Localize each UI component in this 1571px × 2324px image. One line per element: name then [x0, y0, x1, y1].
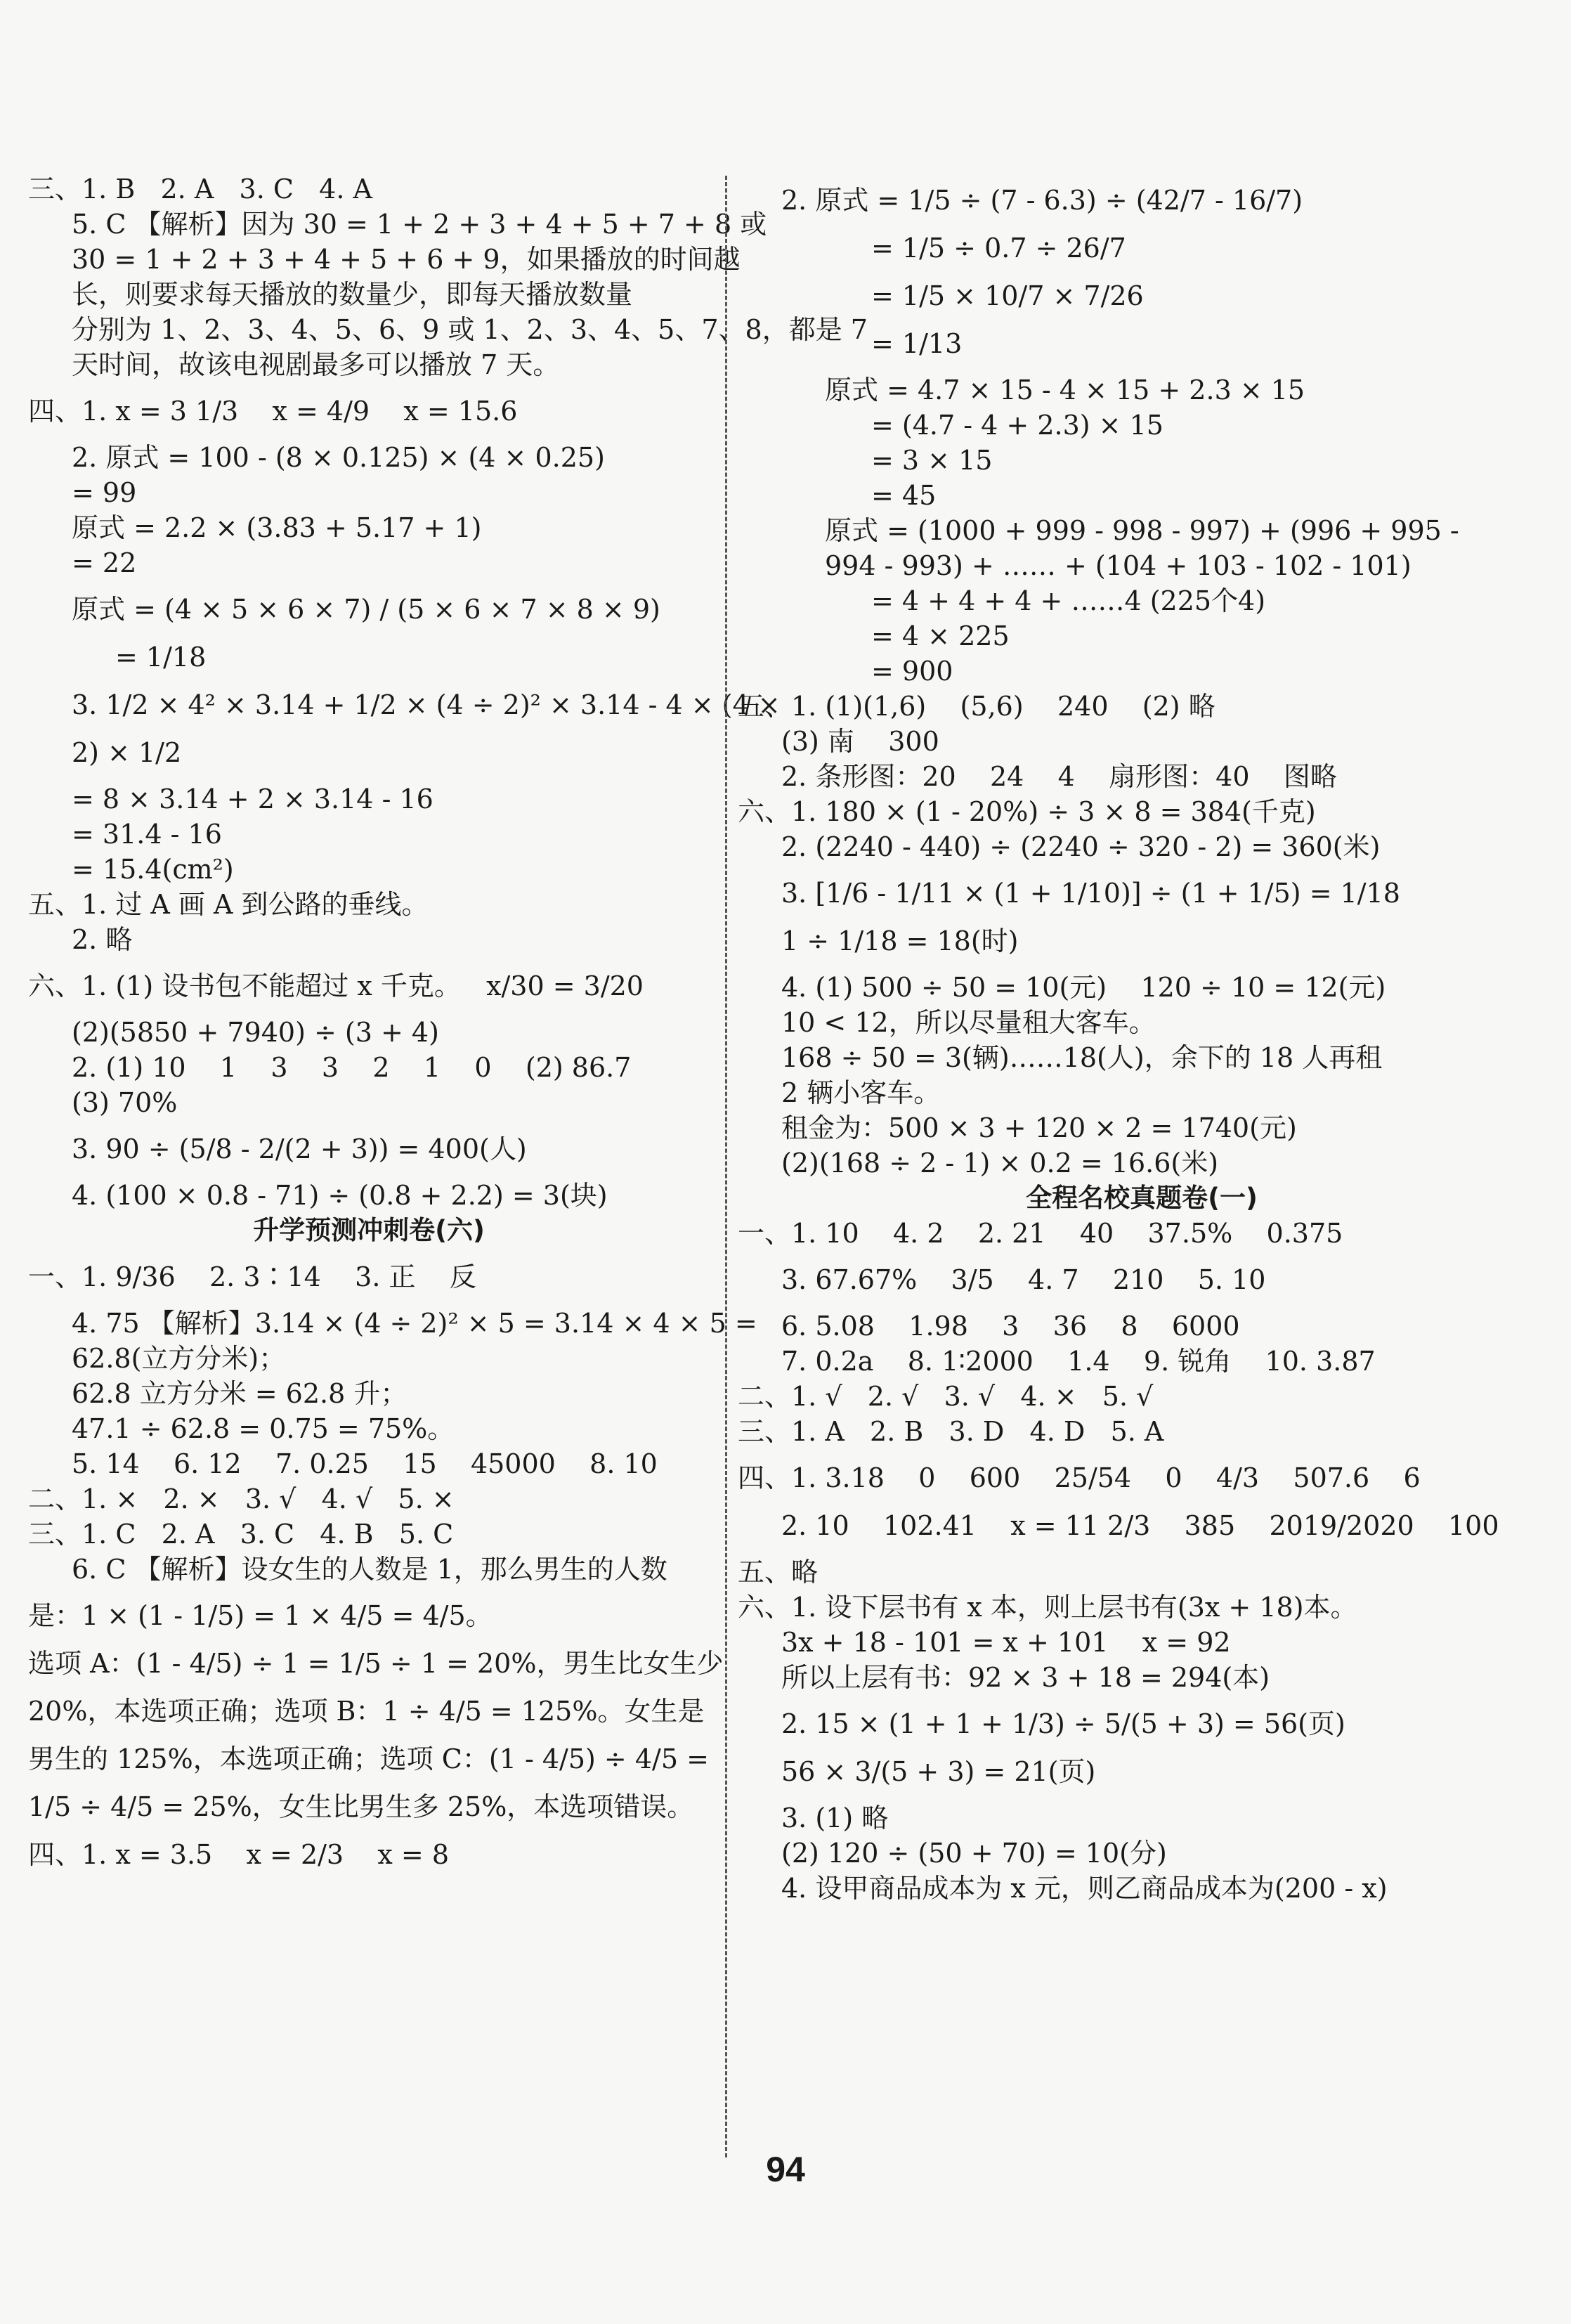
answer-line: 2. (1) 10 1 3 3 2 1 0 (2) 86.7 — [72, 1052, 632, 1083]
answer-line: 四、1. x = 3 1/3 x = 4/9 x = 15.6 — [28, 396, 518, 427]
answer-line: = 1/5 ÷ 0.7 ÷ 26/7 — [871, 233, 1126, 264]
answer-line: 2. 略 — [72, 924, 133, 955]
answer-line: 7. 0.2a 8. 1∶2000 1.4 9. 锐角 10. 3.87 — [781, 1346, 1376, 1377]
answer-line: 56 × 3/(5 + 3) = 21(页) — [781, 1756, 1096, 1787]
answer-line: 原式 = 4.7 × 15 - 4 × 15 + 2.3 × 15 — [825, 375, 1305, 405]
answer-line: (2) 120 ÷ (50 + 70) = 10(分) — [781, 1838, 1167, 1869]
answer-line: 租金为：500 × 3 + 120 × 2 = 1740(元) — [781, 1112, 1297, 1143]
answer-line: = 1/5 × 10/7 × 7/26 — [871, 280, 1144, 311]
answer-line: 2. 原式 = 100 - (8 × 0.125) × (4 × 0.25) — [72, 442, 605, 473]
answer-line: 三、1. B 2. A 3. C 4. A — [28, 174, 372, 205]
section-heading: 全程名校真题卷(一) — [1026, 1183, 1258, 1213]
answer-line: = 99 — [72, 477, 137, 508]
answer-line: = 15.4(cm²) — [72, 854, 234, 885]
answer-line: 4. (100 × 0.8 - 71) ÷ (0.8 + 2.2) = 3(块) — [72, 1180, 608, 1211]
answer-line: 6. C 【解析】设女生的人数是 1，那么男生的人数 — [72, 1554, 667, 1585]
answer-line: 长，则要求每天播放的数量少，即每天播放数量 — [72, 279, 633, 310]
answer-line: 2. 15 × (1 + 1 + 1/3) ÷ 5/(5 + 3) = 56(页) — [781, 1708, 1345, 1739]
answer-line: 3. 90 ÷ (5/8 - 2/(2 + 3)) = 400(人) — [72, 1134, 527, 1164]
answer-line: 选项 A：(1 - 4/5) ÷ 1 = 1/5 ÷ 1 = 20%，男生比女生少 — [28, 1648, 724, 1679]
answer-line: = 45 — [871, 480, 937, 511]
answer-line: 2) × 1/2 — [72, 737, 182, 768]
answer-line: 1/5 ÷ 4/5 = 25%，女生比男生多 25%，本选项错误。 — [28, 1791, 694, 1822]
answer-line: 47.1 ÷ 62.8 = 0.75 = 75%。 — [72, 1413, 455, 1444]
answer-line: = 8 × 3.14 + 2 × 3.14 - 16 — [72, 784, 434, 814]
answer-line: 四、1. 3.18 0 600 25/54 0 4/3 507.6 6 — [738, 1462, 1421, 1493]
right-column — [738, 171, 1546, 1906]
answer-line: 2. 条形图：20 24 4 扇形图：40 图略 — [781, 761, 1337, 792]
answer-line: 5. C 【解析】因为 30 = 1 + 2 + 3 + 4 + 5 + 7 + 8 或 — [72, 209, 767, 240]
answer-line: 994 - 993) + …… + (104 + 103 - 102 - 101) — [825, 550, 1412, 581]
answer-line: (3) 70% — [72, 1087, 178, 1118]
answer-line: 所以上层有书：92 × 3 + 18 = 294(本) — [781, 1662, 1270, 1693]
answer-line: 一、1. 10 4. 2 2. 21 40 37.5% 0.375 — [738, 1218, 1343, 1249]
answer-line: 20%，本选项正确；选项 B：1 ÷ 4/5 = 125%。女生是 — [28, 1696, 705, 1727]
answer-line: 原式 = (4 × 5 × 6 × 7) / (5 × 6 × 7 × 8 × 9) — [72, 594, 660, 625]
answer-line: 四、1. x = 3.5 x = 2/3 x = 8 — [28, 1839, 450, 1870]
answer-line: (2)(5850 + 7940) ÷ (3 + 4) — [72, 1017, 439, 1048]
answer-line: 六、1. 180 × (1 - 20%) ÷ 3 × 8 = 384(千克) — [738, 796, 1316, 827]
answer-line: = 4 × 225 — [871, 621, 1010, 651]
answer-line: 4. (1) 500 ÷ 50 = 10(元) 120 ÷ 10 = 12(元) — [781, 972, 1386, 1003]
answer-line: 六、1. (1) 设书包不能超过 x 千克。 x/30 = 3/20 — [28, 971, 644, 1001]
answer-line: 4. 75 【解析】3.14 × (4 ÷ 2)² × 5 = 3.14 × 4 × 5 = — [72, 1308, 757, 1339]
answer-line: 天时间，故该电视剧最多可以播放 7 天。 — [72, 349, 560, 380]
answer-line: 6. 5.08 1.98 3 36 8 6000 — [781, 1311, 1240, 1342]
answer-line: = 1/13 — [871, 328, 963, 359]
answer-line: = 900 — [871, 656, 953, 687]
answer-line: 62.8(立方分米)； — [72, 1343, 286, 1374]
answer-line: 男生的 125%，本选项正确；选项 C：(1 - 4/5) ÷ 4/5 = — [28, 1744, 709, 1774]
answer-line: = 4 + 4 + 4 + ……4 (225个4) — [871, 585, 1266, 616]
answer-line: 三、1. A 2. B 3. D 4. D 5. A — [738, 1416, 1164, 1447]
column-divider — [725, 176, 727, 2157]
answer-line: 1 ÷ 1/18 = 18(时) — [781, 926, 1019, 956]
answer-line: 五、1. 过 A 画 A 到公路的垂线。 — [28, 889, 429, 920]
answer-line: 3x + 18 - 101 = x + 101 x = 92 — [781, 1627, 1231, 1658]
answer-line: = 31.4 - 16 — [72, 819, 222, 850]
answer-line: 3. 67.67% 3/5 4. 7 210 5. 10 — [781, 1264, 1266, 1295]
answer-line: 分别为 1、2、3、4、5、6、9 或 1、2、3、4、5、7、8，都是 7 — [72, 314, 868, 345]
answer-line: 3. (1) 略 — [781, 1803, 889, 1833]
answer-line: 10 < 12，所以尽量租大客车。 — [781, 1007, 1156, 1038]
answer-line: 3. 1/2 × 4² × 3.14 + 1/2 × (4 ÷ 2)² × 3.14 - 4 × (4 × — [72, 689, 781, 720]
answer-line: 30 = 1 + 2 + 3 + 4 + 5 + 6 + 9，如果播放的时间越 — [72, 244, 741, 275]
answer-line: 二、1. √ 2. √ 3. √ 4. × 5. √ — [738, 1381, 1154, 1412]
answer-line: 168 ÷ 50 = 3(辆)……18(人)，余下的 18 人再租 — [781, 1042, 1383, 1073]
answer-line: = 22 — [72, 547, 137, 578]
answer-line: = 1/18 — [115, 642, 207, 673]
answer-line: 4. 设甲商品成本为 x 元，则乙商品成本为(200 - x) — [781, 1873, 1388, 1904]
answer-line: 5. 14 6. 12 7. 0.25 15 45000 8. 10 — [72, 1448, 658, 1479]
answer-line: 六、1. 设下层书有 x 本，则上层书有(3x + 18)本。 — [738, 1592, 1357, 1623]
answer-line: 一、1. 9/36 2. 3∶14 3. 正 反 — [28, 1261, 476, 1292]
answer-line: 原式 = 2.2 × (3.83 + 5.17 + 1) — [72, 512, 482, 543]
section-heading: 升学预测冲刺卷(六) — [253, 1215, 485, 1245]
answer-line: (2)(168 ÷ 2 - 1) × 0.2 = 16.6(米) — [781, 1148, 1219, 1179]
answer-line: 2 辆小客车。 — [781, 1077, 941, 1108]
answer-line: 二、1. × 2. × 3. √ 4. √ 5. × — [28, 1484, 455, 1514]
answer-line: 2. 10 102.41 x = 11 2/3 385 2019/2020 100 — [781, 1510, 1499, 1541]
answer-line: 原式 = (1000 + 999 - 998 - 997) + (996 + 995 - — [825, 515, 1459, 546]
answer-line: 2. (2240 - 440) ÷ (2240 ÷ 320 - 2) = 360(米) — [781, 831, 1381, 862]
answer-line: 62.8 立方分米 = 62.8 升； — [72, 1378, 408, 1409]
answer-line: 2. 原式 = 1/5 ÷ (7 - 6.3) ÷ (42/7 - 16/7) — [781, 185, 1303, 216]
answer-line: = (4.7 - 4 + 2.3) × 15 — [871, 410, 1163, 441]
answer-line: 3. [1/6 - 1/11 × (1 + 1/10)] ÷ (1 + 1/5) = 1/18 — [781, 878, 1400, 909]
answer-line: 五、略 — [738, 1557, 819, 1588]
page-number: 94 — [766, 2150, 805, 2189]
answer-line: = 3 × 15 — [871, 445, 993, 476]
answer-line: 三、1. C 2. A 3. C 4. B 5. C — [28, 1519, 454, 1550]
answer-line: 五、1. (1)(1,6) (5,6) 240 (2) 略 — [738, 691, 1215, 722]
answer-line: (3) 南 300 — [781, 726, 939, 757]
answer-line: 是：1 × (1 - 1/5) = 1 × 4/5 = 4/5。 — [28, 1600, 493, 1631]
